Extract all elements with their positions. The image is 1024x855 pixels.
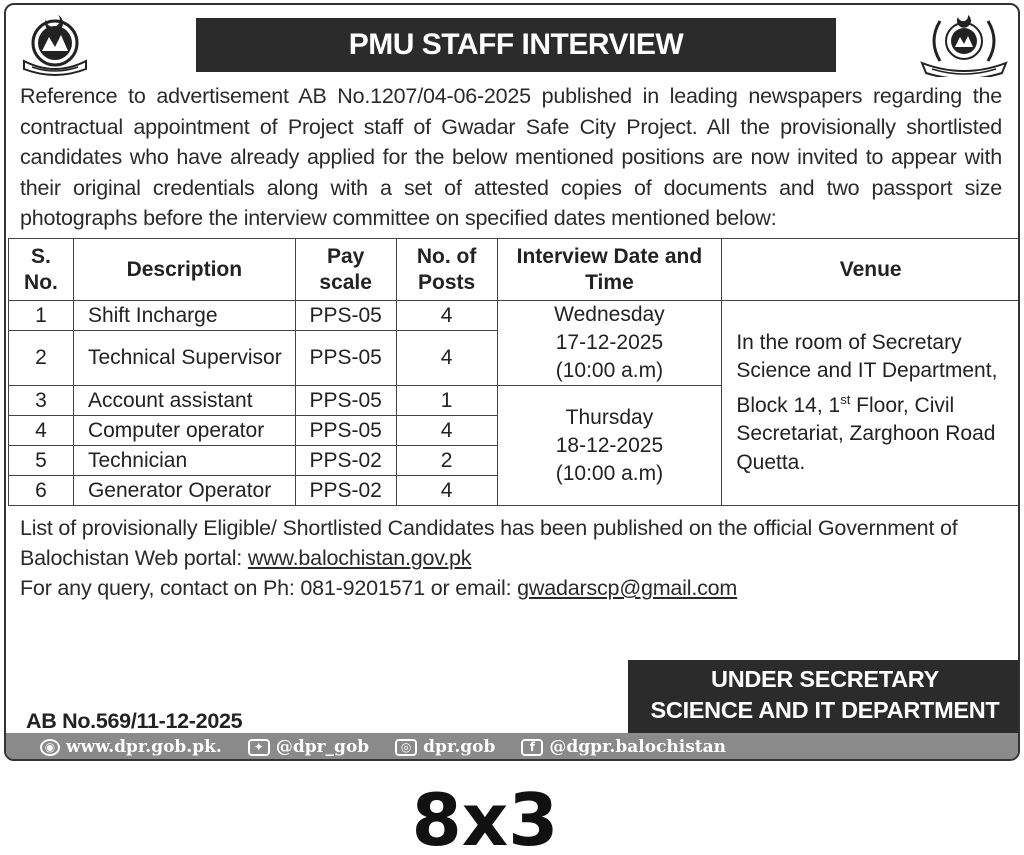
- notice-text: [20, 513, 1010, 603]
- intro-paragraph: Reference to advertisement AB No.1207/04-06-2025 published in leading newspapers regarding the contractual appointment of Project staff of Gwadar Safe City Project. All the provisionally shortlisted candidates who have already applied for the below mentioned positions are now invited to appear with their original credentials along with a set of attested copies of documents and two passport size photographs before the interview committee on specified dates mentioned below:: [20, 84, 1002, 230]
- cell-posts: 4: [396, 476, 497, 506]
- cell-sno: 6: [9, 476, 74, 506]
- cell-pay-scale: PPS-05: [295, 301, 396, 331]
- page-title: PMU STAFF INTERVIEW: [196, 18, 836, 72]
- header-interview: Interview Date and Time: [497, 239, 722, 301]
- email-link[interactable]: gwadarscp@gmail.com: [517, 576, 738, 600]
- website-text: www.dpr.gob.pk.: [66, 737, 222, 757]
- social-bar: [6, 733, 1020, 761]
- cell-posts: 4: [396, 416, 497, 446]
- interview-day: Thursday: [565, 405, 654, 429]
- facebook-handle: @dgpr.balochistan: [549, 737, 727, 757]
- cell-pay-scale: PPS-02: [295, 446, 396, 476]
- header-pay-scale: Pay scale: [295, 239, 396, 301]
- notice-line-portal: [20, 513, 1010, 573]
- cell-posts: 1: [396, 386, 497, 416]
- globe-icon: ◉: [40, 739, 60, 756]
- cell-posts: 4: [396, 301, 497, 331]
- facebook-icon: f: [521, 739, 543, 756]
- interview-schedule-1: [497, 301, 722, 386]
- cell-description: Shift Incharge: [73, 301, 295, 331]
- cell-sno: 1: [9, 301, 74, 331]
- safe-city-emblem-logo: [918, 11, 1010, 77]
- twitter-item[interactable]: [248, 733, 369, 761]
- cell-description: Generator Operator: [73, 476, 295, 506]
- venue-text-cont: Floor, Civil Secretariat, Zarghoon Road Quetta.: [736, 393, 996, 474]
- portal-link[interactable]: www.balochistan.gov.pk: [247, 546, 472, 570]
- signature-department: SCIENCE AND IT DEPARTMENT: [650, 697, 1000, 723]
- cell-description: Account assistant: [73, 386, 295, 416]
- interview-schedule-2: [497, 386, 722, 506]
- cell-description: Computer operator: [73, 416, 295, 446]
- instagram-handle: dpr.gob: [423, 737, 496, 757]
- website-item[interactable]: [40, 733, 222, 761]
- interview-date: 17-12-2025: [555, 331, 664, 354]
- facebook-item[interactable]: [521, 733, 726, 761]
- signature-block: [628, 660, 1020, 734]
- positions-table: [8, 238, 1020, 506]
- cell-pay-scale: PPS-05: [295, 386, 396, 416]
- cell-posts: 2: [396, 446, 497, 476]
- signature-title: UNDER SECRETARY: [711, 666, 939, 692]
- interview-time: (10:00 a.m): [555, 461, 664, 485]
- cell-pay-scale: PPS-02: [295, 476, 396, 506]
- cell-sno: 5: [9, 446, 74, 476]
- table-header-row: [9, 239, 1020, 301]
- cell-pay-scale: PPS-05: [295, 416, 396, 446]
- cell-posts: 4: [396, 331, 497, 386]
- header-description: Description: [73, 239, 295, 301]
- cell-pay-scale: PPS-05: [295, 331, 396, 386]
- cell-description: Technical Supervisor: [73, 331, 295, 386]
- interview-date: 18-12-2025: [555, 433, 664, 457]
- venue-ordinal: st: [840, 391, 851, 407]
- twitter-icon: ✦: [248, 739, 270, 756]
- header-venue: Venue: [722, 239, 1020, 301]
- venue-text: In the room of Secretary Science and IT Department, Block 14, 1: [736, 330, 998, 417]
- instagram-icon: ◎: [395, 739, 417, 756]
- interview-time: (10:00 a.m): [555, 359, 664, 382]
- interview-day: Wednesday: [554, 303, 665, 326]
- venue-cell: [722, 301, 1020, 506]
- government-emblem-logo: [18, 11, 92, 77]
- cell-sno: 2: [9, 331, 74, 386]
- notice-contact-text: For any query, contact on Ph: 081-9201571 or email:: [20, 576, 518, 600]
- cell-sno: 3: [9, 386, 74, 416]
- notice-portal-text: List of provisionally Eligible/ Shortlisted Candidates has been published on the official Government of Balochistan Web portal:: [20, 516, 958, 570]
- cell-sno: 4: [9, 416, 74, 446]
- instagram-item[interactable]: [395, 733, 495, 761]
- ab-number: AB No.569/11-12-2025: [26, 709, 243, 733]
- twitter-handle: @dpr_gob: [275, 737, 370, 757]
- header-posts: No. of Posts: [396, 239, 497, 301]
- header-sno: S. No.: [9, 239, 74, 301]
- advertisement-frame: [4, 3, 1020, 761]
- table-row: [9, 301, 1020, 331]
- cell-description: Technician: [73, 446, 295, 476]
- notice-line-contact: [20, 573, 1010, 603]
- ad-size-label: 8x3: [411, 778, 559, 855]
